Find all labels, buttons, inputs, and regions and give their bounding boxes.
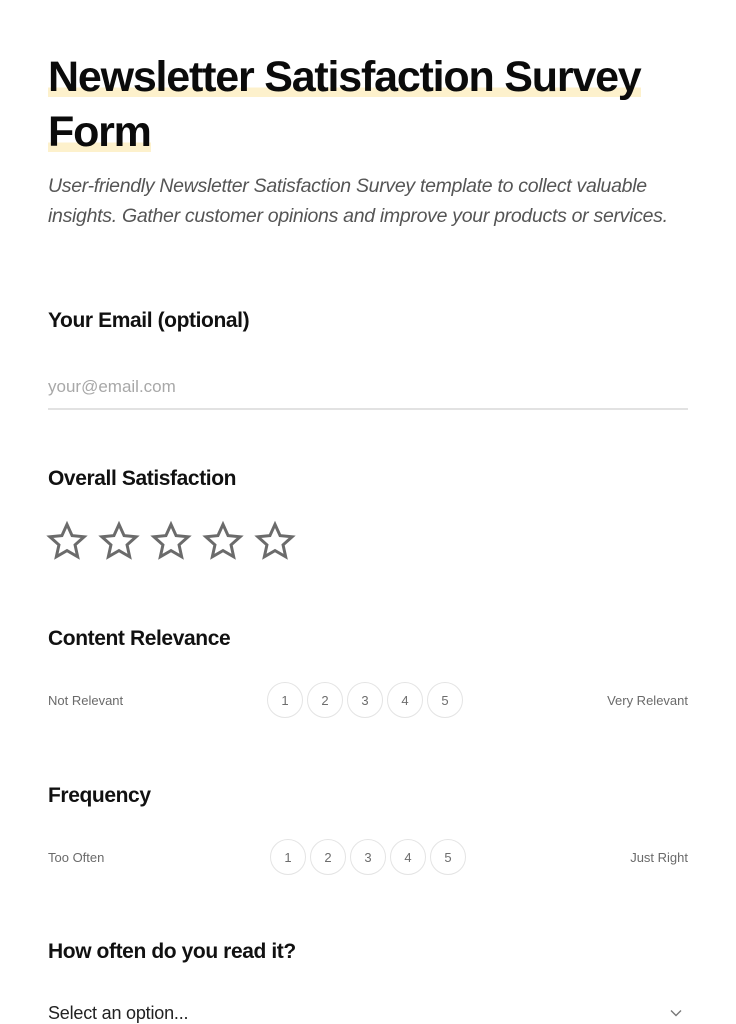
select-value: Select an option... xyxy=(48,1002,189,1023)
scale-options xyxy=(270,839,466,875)
frequency-option-2[interactable]: 2 xyxy=(310,839,346,875)
page-title xyxy=(48,50,698,160)
chevron-down-icon xyxy=(668,1005,684,1021)
scale-min-label: Not Relevant xyxy=(48,692,124,708)
star-icon-1[interactable] xyxy=(46,520,88,562)
star-icon-4[interactable] xyxy=(202,520,244,562)
star-icon-5[interactable] xyxy=(254,520,296,562)
scale-min-label: Too Often xyxy=(48,849,105,865)
frequency-scale xyxy=(48,838,688,876)
content-relevance-option-5[interactable]: 5 xyxy=(427,682,463,718)
frequency-option-3[interactable]: 3 xyxy=(350,839,386,875)
read-frequency-select[interactable] xyxy=(48,996,688,1024)
content-relevance-label: Content Relevance xyxy=(48,627,231,650)
frequency-option-5[interactable]: 5 xyxy=(430,839,466,875)
star-icon-3[interactable] xyxy=(150,520,192,562)
email-input[interactable] xyxy=(48,366,688,410)
content-relevance-option-3[interactable]: 3 xyxy=(347,682,383,718)
title-text: Newsletter Satisfaction Survey Form xyxy=(48,53,641,156)
star-icon-2[interactable] xyxy=(98,520,140,562)
content-relevance-option-4[interactable]: 4 xyxy=(387,682,423,718)
read-frequency-label: How often do you read it? xyxy=(48,940,296,963)
star-rating xyxy=(46,520,296,562)
frequency-option-1[interactable]: 1 xyxy=(270,839,306,875)
scale-max-label: Very Relevant xyxy=(607,692,688,708)
scale-max-label: Just Right xyxy=(630,849,688,865)
scale-options xyxy=(267,682,463,718)
email-label: Your Email (optional) xyxy=(48,309,250,332)
frequency-option-4[interactable]: 4 xyxy=(390,839,426,875)
overall-satisfaction-label: Overall Satisfaction xyxy=(48,467,237,490)
form-description: User-friendly Newsletter Satisfaction Survey template to collect valuable insights. Gather customer opinions and improve your products or services. xyxy=(48,175,668,227)
content-relevance-option-2[interactable]: 2 xyxy=(307,682,343,718)
frequency-label: Frequency xyxy=(48,784,151,807)
content-relevance-option-1[interactable]: 1 xyxy=(267,682,303,718)
content-relevance-scale xyxy=(48,681,688,719)
